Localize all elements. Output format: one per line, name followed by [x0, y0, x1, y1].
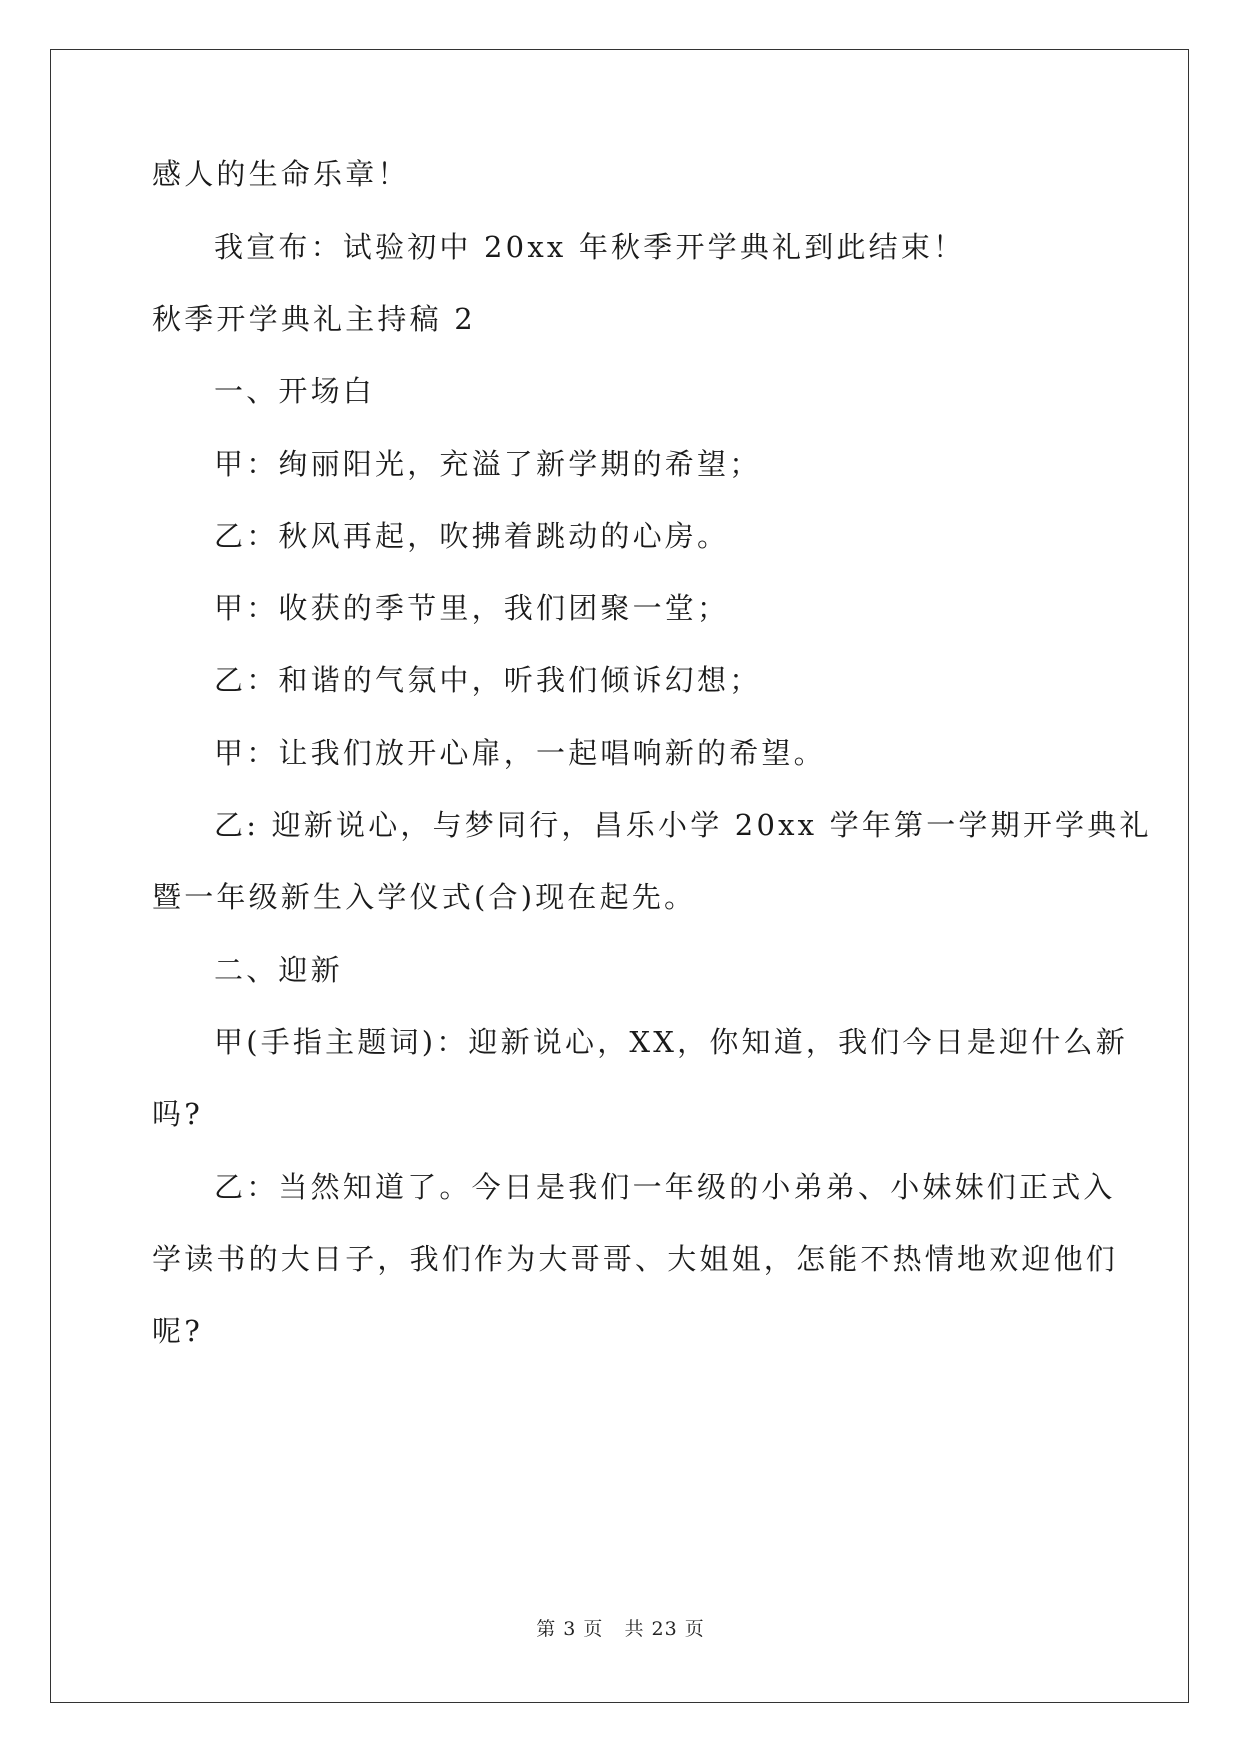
text-line: 甲：收获的季节里，我们团聚一堂；: [214, 591, 730, 625]
text-line: 乙：当然知道了。今日是我们一年级的小弟弟、小妹妹们正式入: [214, 1170, 1116, 1204]
text-line: 乙：和谐的气氛中，听我们倾诉幻想；: [214, 663, 762, 697]
page-footer: [0, 1614, 1241, 1641]
text-line: 甲：绚丽阳光，充溢了新学期的希望；: [214, 447, 762, 481]
page-total: 共 23 页: [624, 1618, 705, 1640]
text-line: 甲：让我们放开心扉，一起唱响新的希望。: [214, 736, 826, 770]
text-line: 乙：秋风再起，吹拂着跳动的心房。: [214, 519, 730, 553]
section-heading: 一、开场白: [214, 374, 376, 408]
text-line: 吗?: [152, 1097, 203, 1131]
text-line: 甲(手指主题词)：迎新说心，XX，你知道，我们今日是迎什么新: [214, 1025, 1128, 1059]
text-line: 感人的生命乐章！: [152, 157, 410, 191]
page-border: [50, 49, 1189, 1703]
text-line: 乙: 迎新说心，与梦同行，昌乐小学 20xx 学年第一学期开学典礼: [214, 808, 1152, 842]
text-line: 我宣布：试验初中 20xx 年秋季开学典礼到此结束！: [214, 230, 966, 264]
text-line: 呢?: [152, 1314, 203, 1348]
page-number: 第 3 页: [536, 1618, 604, 1640]
section-heading: 二、迎新: [214, 953, 343, 987]
section-title: 秋季开学典礼主持稿 2: [152, 302, 476, 336]
text-line: 学读书的大日子，我们作为大哥哥、大姐姐，怎能不热情地欢迎他们: [152, 1242, 1119, 1276]
text-line: 暨一年级新生入学仪式(合)现在起先。: [152, 880, 697, 914]
